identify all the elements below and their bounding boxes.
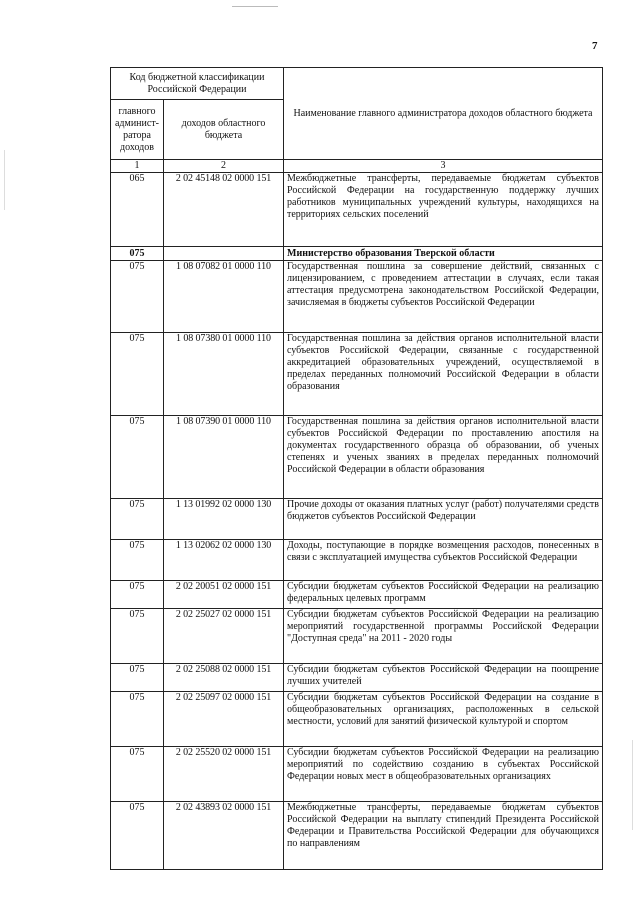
name-cell: Государственная пошлина за действия органов исполнительной власти субъектов Российской Федерации, связанные с государственной аккредитацией образовательных учреждений, осуществляемой в пределах переданных полномочий Российской Федерации в области образования [284, 333, 603, 416]
admin-code-cell: 075 [111, 261, 164, 333]
column-number: 3 [284, 160, 603, 173]
income-code-cell: 1 08 07390 01 0000 110 [164, 416, 284, 499]
name-cell: Субсидии бюджетам субъектов Российской Федерации на реализацию федеральных целевых программ [284, 581, 603, 609]
name-cell: Субсидии бюджетам субъектов Российской Федерации на реализацию мероприятий государственной программы Российской Федерации "Доступная среда" на 2011 - 2020 годы [284, 609, 603, 664]
name-cell: Субсидии бюджетам субъектов Российской Федерации на реализацию мероприятий по содействию созданию в субъектах Российской Федерации новых мест в общеобразовательных организациях [284, 747, 603, 802]
income-code-cell: 2 02 25088 02 0000 151 [164, 664, 284, 692]
income-code-cell [164, 247, 284, 261]
admin-code-cell: 075 [111, 540, 164, 581]
budget-classification-table [110, 67, 603, 870]
table-row [111, 416, 603, 499]
admin-code-cell: 075 [111, 692, 164, 747]
name-cell: Прочие доходы от оказания платных услуг (работ) получателями средств бюджетов субъектов Российской Федерации [284, 499, 603, 540]
admin-code-cell: 075 [111, 609, 164, 664]
income-code-cell: 1 13 02062 02 0000 130 [164, 540, 284, 581]
name-cell: Государственная пошлина за совершение действий, связанных с лицензированием, с проведением аттестации в случаях, если такая аттестация предусмотрена законодательством Российской Федерации, зачисляемая в бюджеты субъектов Российской Федерации [284, 261, 603, 333]
column-number-row [111, 160, 603, 173]
income-code-cell: 1 13 01992 02 0000 130 [164, 499, 284, 540]
admin-code-cell: 075 [111, 802, 164, 870]
table-row [111, 747, 603, 802]
ministry-header-row [111, 247, 603, 261]
income-code-cell: 1 08 07082 01 0000 110 [164, 261, 284, 333]
scan-artifact-top [232, 6, 278, 7]
name-cell: Государственная пошлина за действия органов исполнительной власти субъектов Российской Федерации по проставлению апостиля на документах государственного образца об образовании, об ученых степенях и ученых званиях в пределах переданных полномочий Российской Федерации в области образования [284, 416, 603, 499]
name-cell: Межбюджетные трансферты, передаваемые бюджетам субъектов Российской Федерации на государственную поддержку лучших работников муниципальных учреждений культуры, находящихся на территориях сельских поселений [284, 173, 603, 247]
admin-code-cell: 075 [111, 664, 164, 692]
table-row [111, 581, 603, 609]
scan-artifact-left [4, 150, 5, 210]
income-code-cell: 2 02 25097 02 0000 151 [164, 692, 284, 747]
admin-code-cell: 065 [111, 173, 164, 247]
column-number: 2 [164, 160, 284, 173]
income-code-cell: 2 02 25027 02 0000 151 [164, 609, 284, 664]
admin-code-cell: 075 [111, 581, 164, 609]
table-header-row [111, 68, 603, 100]
header-budget-code-group: Код бюджетной классификации Российской Федерации [111, 68, 284, 100]
page-number: 7 [592, 40, 598, 52]
name-cell: Субсидии бюджетам субъектов Российской Федерации на поощрение лучших учителей [284, 664, 603, 692]
table-row [111, 692, 603, 747]
table-row [111, 173, 603, 247]
income-code-cell: 2 02 45148 02 0000 151 [164, 173, 284, 247]
column-number: 1 [111, 160, 164, 173]
scan-artifact-right [632, 740, 633, 830]
table-row [111, 540, 603, 581]
header-income-column: доходов областного бюджета [164, 100, 284, 160]
table-row [111, 802, 603, 870]
table-row [111, 261, 603, 333]
name-cell: Доходы, поступающие в порядке возмещения расходов, понесенных в связи с эксплуатацией имущества субъектов Российской Федерации [284, 540, 603, 581]
name-cell: Межбюджетные трансферты, передаваемые бюджетам субъектов Российской Федерации на выплату стипендий Президента Российской Федерации и Правительства Российской Федерации для обучающихся по направлениям [284, 802, 603, 870]
admin-code-cell: 075 [111, 416, 164, 499]
table-row [111, 609, 603, 664]
income-code-cell: 2 02 43893 02 0000 151 [164, 802, 284, 870]
name-cell: Субсидии бюджетам субъектов Российской Федерации на создание в общеобразовательных организациях, расположенных в сельской местности, условий для занятий физической культурой и спортом [284, 692, 603, 747]
ministry-name-cell: Министерство образования Тверской области [284, 247, 603, 261]
admin-code-cell: 075 [111, 747, 164, 802]
income-code-cell: 1 08 07380 01 0000 110 [164, 333, 284, 416]
income-code-cell: 2 02 25520 02 0000 151 [164, 747, 284, 802]
header-name-column: Наименование главного администратора доходов областного бюджета [284, 68, 603, 160]
header-admin-column: главного админист-ратора доходов [111, 100, 164, 160]
admin-code-cell: 075 [111, 499, 164, 540]
table-row [111, 664, 603, 692]
admin-code-cell: 075 [111, 333, 164, 416]
table-row [111, 333, 603, 416]
table-row [111, 499, 603, 540]
income-code-cell: 2 02 20051 02 0000 151 [164, 581, 284, 609]
admin-code-cell: 075 [111, 247, 164, 261]
